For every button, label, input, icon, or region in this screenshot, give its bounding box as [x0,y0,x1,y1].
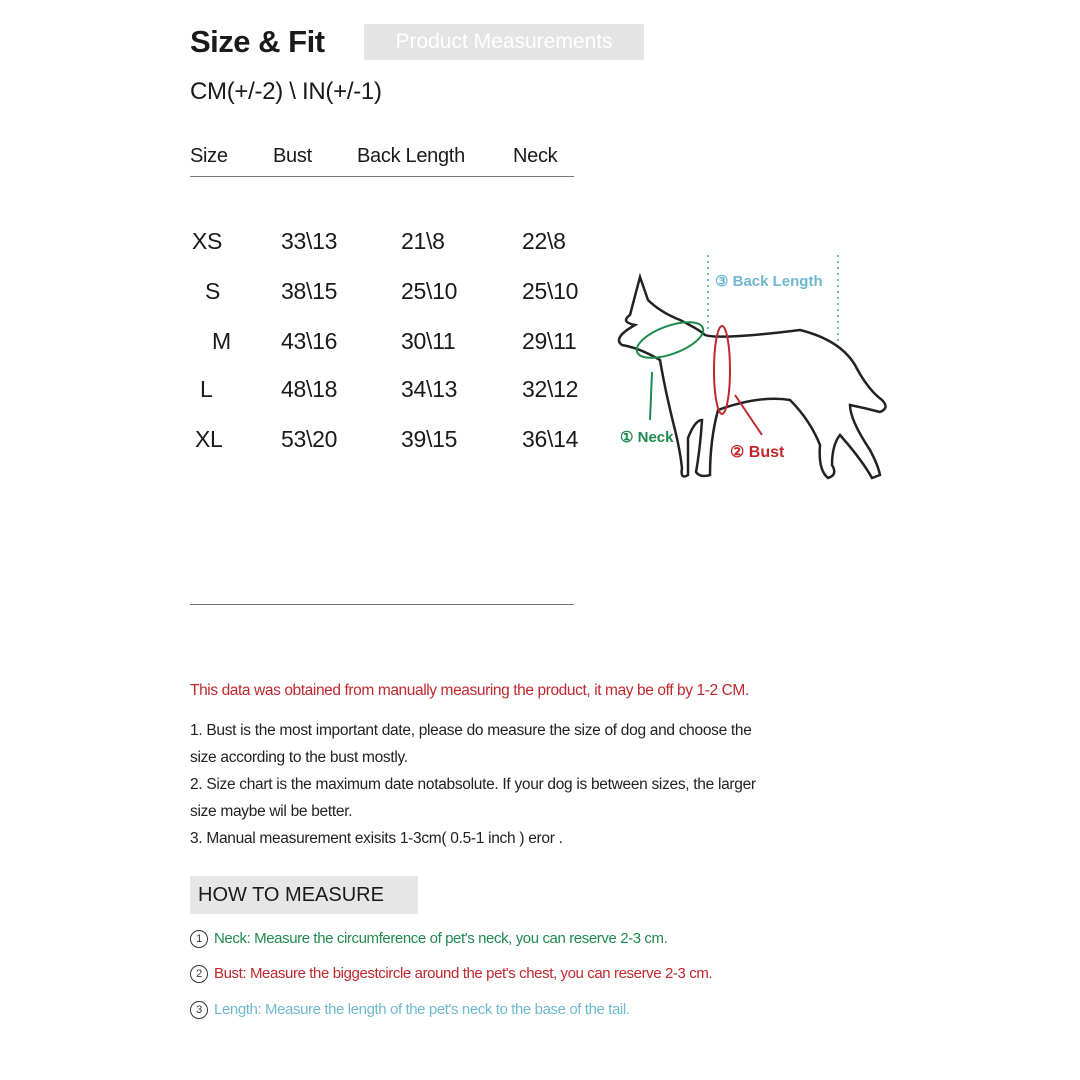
how-to-neck [190,930,667,948]
divider [190,176,574,177]
back-length-cell: 39\15 [401,426,458,452]
bust-cell: 43\16 [281,328,338,354]
neck-label: ① Neck [620,429,674,446]
bust-label: ② Bust [730,444,785,461]
bust-cell: 53\20 [281,426,338,452]
size-cell: XS [192,228,223,254]
instruction-line: 1. Bust is the most important date, please do measure the size of dog and choose the [190,722,752,739]
header-neck: Neck [513,145,558,167]
how-to-text: Length: Measure the length of the pet's neck to the base of the tail. [214,1001,630,1018]
back-length-cell: 34\13 [401,376,458,402]
back-length-label: ③ Back Length [715,273,823,290]
size-cell: M [212,328,231,354]
divider [190,604,574,605]
how-to-measure-heading: HOW TO MEASURE [190,876,418,914]
back-length-cell: 21\8 [401,228,445,254]
how-to-bust [190,965,712,983]
bust-cell: 48\18 [281,376,338,402]
header-size: Size [190,145,228,167]
neck-cell: 29\11 [522,328,577,354]
header-back-length: Back Length [357,145,465,167]
instruction-line: size according to the bust mostly. [190,749,408,766]
neck-loop [632,315,707,365]
dog-diagram [600,250,900,500]
size-cell: L [200,376,213,402]
neck-cell: 36\14 [522,426,579,452]
page-title: Size & Fit [190,24,325,59]
bust-loop [714,326,730,414]
neck-cell: 25\10 [522,278,579,304]
number-2-icon: 2 [190,965,208,983]
tab-product-measurements: Product Measurements [364,24,644,60]
instruction-line: size maybe wil be better. [190,803,353,820]
units-label: CM(+/-2) \ IN(+/-1) [190,78,382,105]
back-length-cell: 25\10 [401,278,458,304]
instruction-line: 3. Manual measurement exisits 1-3cm( 0.5-1 inch ) eror . [190,830,563,847]
bust-cell: 33\13 [281,228,338,254]
size-cell: XL [195,426,223,452]
size-cell: S [205,278,221,304]
how-to-length [190,1001,630,1019]
accuracy-note: This data was obtained from manually measuring the product, it may be off by 1-2 CM. [190,682,749,699]
number-3-icon: 3 [190,1001,208,1019]
header-bust: Bust [273,145,312,167]
neck-cell: 22\8 [522,228,566,254]
instruction-line: 2. Size chart is the maximum date notabsolute. If your dog is between sizes, the larger [190,776,756,793]
back-length-cell: 30\11 [401,328,456,354]
number-1-icon: 1 [190,930,208,948]
bust-cell: 38\15 [281,278,338,304]
neck-cell: 32\12 [522,376,579,402]
how-to-text: Bust: Measure the biggestcircle around the pet's chest, you can reserve 2-3 cm. [214,965,713,982]
how-to-text: Neck: Measure the circumference of pet's neck, you can reserve 2-3 cm. [214,930,668,947]
